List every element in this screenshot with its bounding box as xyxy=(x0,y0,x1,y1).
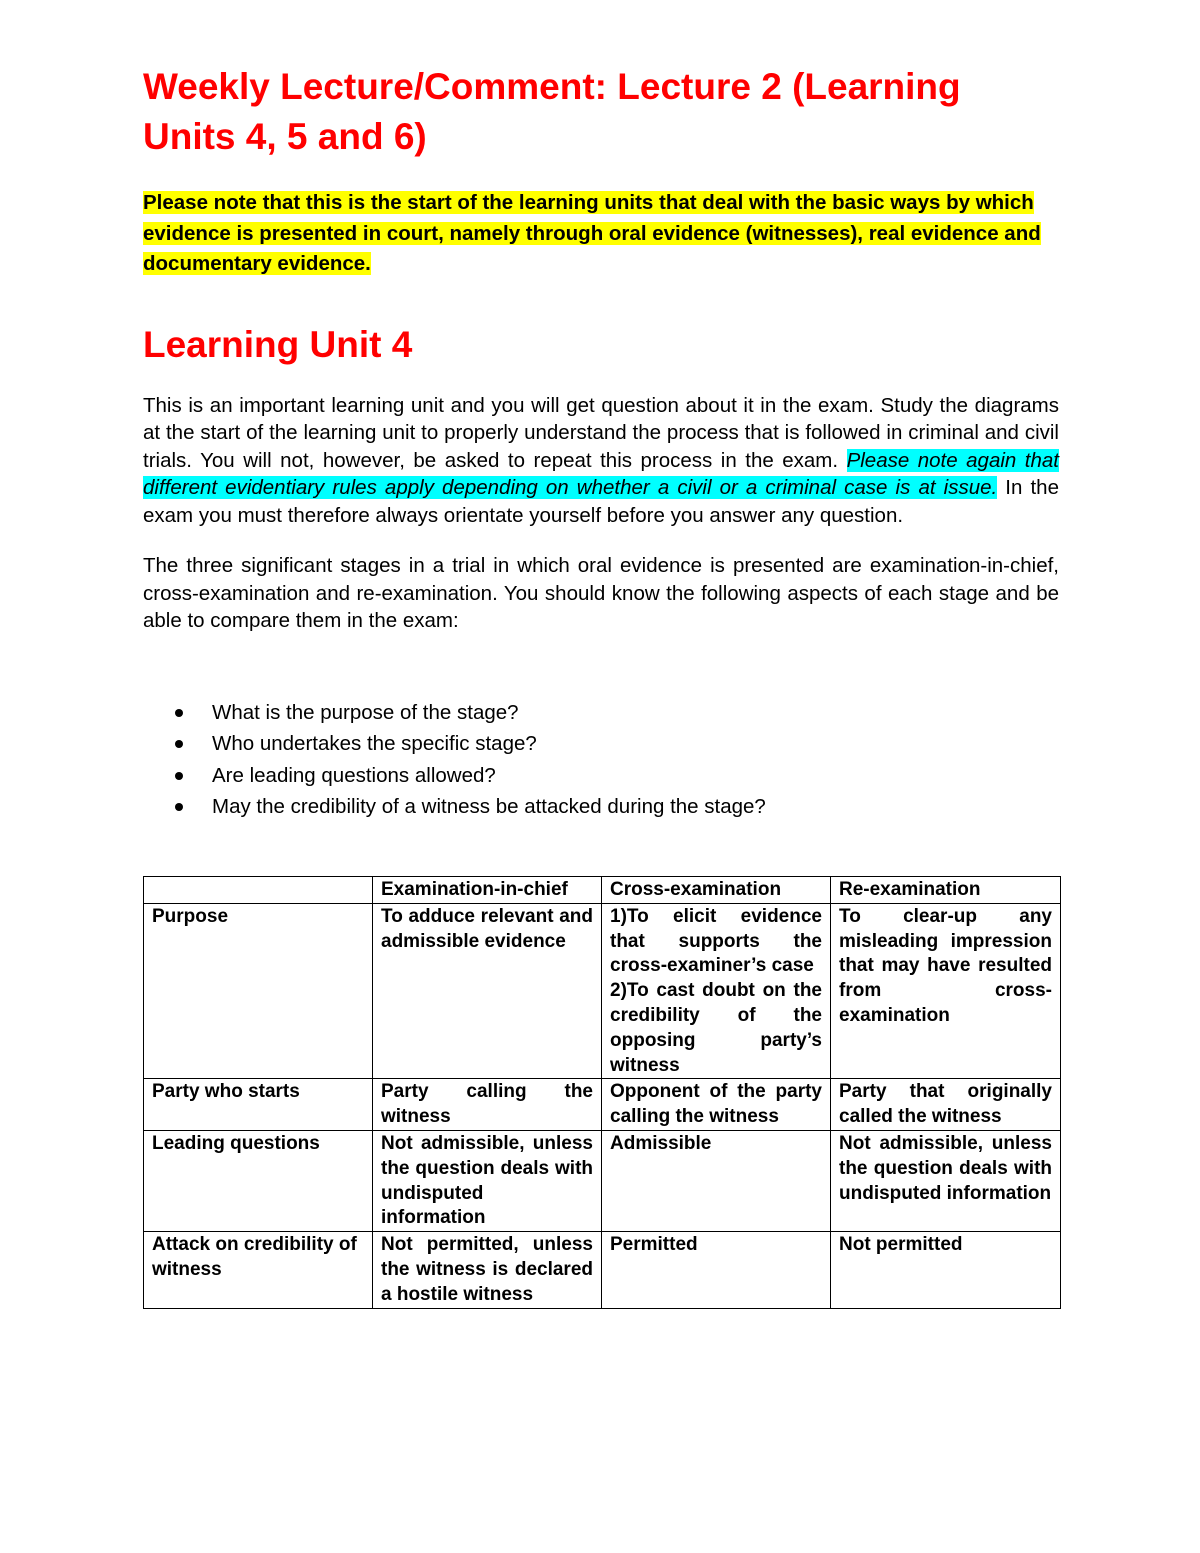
table-header-cell xyxy=(144,877,373,904)
paragraph-intro xyxy=(143,392,1059,530)
table-row xyxy=(144,1232,1061,1308)
list-item-text: May the credibility of a witness be attacked during the stage? xyxy=(212,795,766,818)
table-cell: Admissible xyxy=(602,1130,831,1231)
bullet-icon xyxy=(175,709,183,717)
table-header-cell: Examination-in-chief xyxy=(373,877,602,904)
table-header-cell: Cross-examination xyxy=(602,877,831,904)
comparison-table xyxy=(143,876,1061,1309)
table-cell: Permitted xyxy=(602,1232,831,1308)
table-header-row xyxy=(144,877,1061,904)
table-cell: Not admissible, unless the question deals with undisputed information xyxy=(831,1130,1061,1231)
cell-line: 1)To elicit evidence that supports the cross-examiner’s case xyxy=(610,905,822,977)
row-label: Purpose xyxy=(144,903,373,1079)
intro-note-highlight: Please note that this is the start of the learning units that deal with the basic ways by which evidence is presented in court, namely through oral evidence (witnesses), real evidence and documentary evidence. xyxy=(143,191,1041,275)
table-row xyxy=(144,1130,1061,1231)
table-row xyxy=(144,1079,1061,1131)
unit-heading: Learning Unit 4 xyxy=(143,323,413,365)
table-cell xyxy=(602,903,831,1079)
document-page xyxy=(143,62,1059,823)
row-label: Leading questions xyxy=(144,1130,373,1231)
bullet-list xyxy=(143,697,1059,823)
row-label: Attack on credibility of witness xyxy=(144,1232,373,1308)
list-item xyxy=(143,791,1059,823)
page-title: Weekly Lecture/Comment: Lecture 2 (Learning Units 4, 5 and 6) xyxy=(143,66,961,157)
list-item-text: Are leading questions allowed? xyxy=(212,763,496,787)
table-cell: Not admissible, unless the question deals with undisputed information xyxy=(373,1130,602,1231)
list-item xyxy=(143,728,1059,760)
list-item-text: What is the purpose of the stage? xyxy=(212,700,519,724)
intro-note xyxy=(143,188,1059,280)
table-cell: To adduce relevant and admissible evidence xyxy=(373,903,602,1079)
table-row xyxy=(144,903,1061,1079)
list-item xyxy=(143,697,1059,729)
table-cell: To clear-up any misleading impression that may have resulted from cross-examination xyxy=(831,903,1061,1079)
table-cell: Opponent of the party calling the witness xyxy=(602,1079,831,1131)
paragraph-intro-text: This is an important learning unit and you will get question about it in the exam. Study the diagrams at the start of the learning unit to properly understand the process that is followed in criminal and civil trials. You will not, however, be asked to repeat this process in the exam. xyxy=(143,393,1059,472)
table-cell: Party calling the witness xyxy=(373,1079,602,1131)
paragraph-intro-highlight: Please note again that different evidentiary rules apply depending on whether a civil or a criminal case is at issue. xyxy=(143,448,1059,499)
table-cell: Not permitted, unless the witness is declared a hostile witness xyxy=(373,1232,602,1308)
table-cell: Party that originally called the witness xyxy=(831,1079,1061,1131)
row-label: Party who starts xyxy=(144,1079,373,1131)
table-header-cell: Re-examination xyxy=(831,877,1061,904)
bullet-icon xyxy=(175,772,183,780)
paragraph-intro-tail: In the exam you must therefore always orientate yourself before you answer any question. xyxy=(143,476,1059,527)
bullet-icon xyxy=(175,740,183,748)
list-item-text: Who undertakes the specific stage? xyxy=(212,732,537,755)
table-cell: Not permitted xyxy=(831,1232,1061,1308)
paragraph-stages: The three significant stages in a trial in which oral evidence is presented are examination-in-chief, cross-examination and re-examination. You should know the following aspects of each stage and be able to compare them in the exam: xyxy=(143,554,1059,632)
bullet-icon xyxy=(175,803,183,811)
cell-line: 2)To cast doubt on the credibility of the opposing party’s witness xyxy=(610,980,822,1076)
list-item xyxy=(143,760,1059,792)
